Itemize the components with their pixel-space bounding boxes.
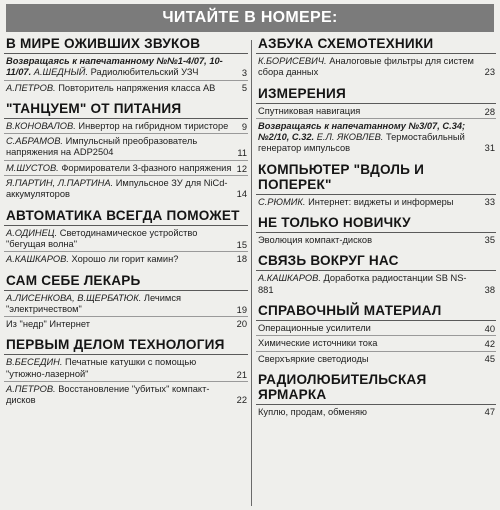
entry-title: Аналоговые фильтры для систем сбора данных: [258, 56, 474, 78]
entry-title: Спутниковая навигация: [258, 105, 361, 116]
toc-entry[interactable]: [256, 106, 496, 119]
entry-authors: В.КОНОВАЛОВ.: [6, 120, 76, 131]
entry-authors: С.АБРАМОВ.: [6, 136, 63, 147]
toc-entry[interactable]: [256, 121, 496, 155]
entry-authors: А.ЛИСЕНКОВА, В.ЩЕРБАТЮК.: [6, 292, 142, 303]
toc-entry[interactable]: [4, 136, 248, 161]
entry-authors: А.ПЕТРОВ.: [6, 82, 56, 93]
section-left-2: [4, 202, 248, 266]
entry-title: Формирователи 3-фазного напряжения: [61, 162, 232, 173]
entry-authors: М.ШУСТОВ.: [6, 162, 59, 173]
section-title: НЕ ТОЛЬКО НОВИЧКУ: [256, 215, 496, 233]
section-right-4: [256, 247, 496, 296]
entry-page-number: 5: [241, 82, 247, 93]
entry-title: Хорошо ли горит камин?: [71, 254, 179, 265]
section-right-2: [256, 156, 496, 208]
entry-page-number: 18: [236, 254, 247, 265]
section-title: АЗБУКА СХЕМОТЕХНИКИ: [256, 36, 496, 54]
entry-page-number: 47: [484, 406, 495, 417]
entry-title: Импульсное ЗУ для NiCd-аккумуляторов: [6, 178, 228, 200]
entry-page-number: 38: [484, 284, 495, 295]
entry-authors: А.КАШКАРОВ.: [6, 254, 69, 265]
entry-page-number: 42: [484, 339, 495, 350]
entry-authors: С.РЮМИК.: [258, 196, 306, 207]
section-title: СВЯЗЬ ВОКРУГ НАС: [256, 253, 496, 271]
toc-entry[interactable]: [4, 228, 248, 253]
section-right-1: [256, 80, 496, 155]
section-title: АВТОМАТИКА ВСЕГДА ПОМОЖЕТ: [4, 208, 248, 226]
entry-page-number: 11: [237, 148, 247, 159]
section-left-1: [4, 95, 248, 201]
entry-page-number: 14: [236, 189, 247, 200]
section-right-6: [256, 366, 496, 418]
entry-page-number: 12: [236, 163, 247, 174]
entry-title: Радиолюбительский УЗЧ: [90, 67, 199, 78]
entry-page-number: 45: [484, 353, 495, 364]
toc-entry[interactable]: [4, 178, 248, 201]
entry-title: Лечимся "электричеством": [6, 292, 181, 314]
toc-entry[interactable]: [4, 83, 248, 94]
entry-title: Куплю, продам, обменяю: [258, 406, 367, 417]
section-title: СПРАВОЧНЫЙ МАТЕРИАЛ: [256, 303, 496, 321]
section-left-4: [4, 331, 248, 406]
toc-entry[interactable]: [256, 235, 496, 246]
section-right-0: [256, 36, 496, 79]
entry-title: Восстановление "убитых" компакт-дисков: [6, 384, 210, 406]
entry-page-number: 20: [236, 319, 247, 330]
section-left-3: [4, 267, 248, 331]
entry-authors: В.БЕСЕДИН.: [6, 357, 63, 368]
entry-page-number: 3: [241, 68, 247, 79]
entry-note: Возвращаясь к напечатанному №№1-4/07, 10-11/07.: [6, 56, 223, 78]
entry-authors: Я.ПАРТИН, Л.ПАРТИНА.: [6, 178, 114, 189]
entry-page-number: 33: [484, 196, 495, 207]
toc-entry[interactable]: [4, 56, 248, 81]
section-title: РАДИОЛЮБИТЕЛЬСКАЯ ЯРМАРКА: [256, 372, 496, 405]
section-title: САМ СЕБЕ ЛЕКАРЬ: [4, 273, 248, 291]
toc-entry[interactable]: [256, 197, 496, 208]
contents-title: ЧИТАЙТЕ В НОМЕРЕ:: [162, 9, 338, 26]
entry-title: Инвертор на гибридном тиристоре: [78, 120, 229, 131]
entry-title: Повторитель напряжения класса АВ: [58, 82, 216, 93]
toc-entry[interactable]: [4, 293, 248, 318]
toc-entry[interactable]: [256, 323, 496, 336]
entry-title: Эволюция компакт-дисков: [258, 235, 373, 246]
entry-page-number: 22: [236, 395, 247, 406]
right-column: [256, 36, 496, 419]
entry-page-number: 21: [236, 369, 247, 380]
entry-title: Из "недр" Интернет: [6, 319, 90, 330]
entry-title: Доработка радиостанции SB NS-881: [258, 273, 467, 295]
toc-entry[interactable]: [256, 56, 496, 79]
entry-page-number: 9: [241, 121, 247, 132]
section-title: В МИРЕ ОЖИВШИХ ЗВУКОВ: [4, 36, 248, 54]
section-title: "ТАНЦУЕМ" ОТ ПИТАНИЯ: [4, 101, 248, 119]
entry-title: Термостабильный генератор импульсов: [258, 132, 465, 154]
column-divider: [251, 40, 252, 506]
toc-entry[interactable]: [4, 163, 248, 176]
entry-authors: А.КАШКАРОВ.: [258, 273, 321, 284]
entry-authors: А.ПЕТРОВ.: [6, 384, 56, 395]
toc-entry[interactable]: [4, 254, 248, 265]
entry-page-number: 40: [484, 323, 495, 334]
entry-title: Операционные усилители: [258, 322, 371, 333]
entry-title: Химические источники тока: [258, 338, 378, 349]
entry-title: Сверхъяркие светодиоды: [258, 353, 369, 364]
toc-entry[interactable]: [4, 319, 248, 330]
entry-authors: А.ШЕДНЫЙ.: [33, 67, 89, 78]
entry-title: Печатные катушки с помощью "утюжно-лазерной": [6, 357, 197, 379]
section-title: ИЗМЕРЕНИЯ: [256, 86, 496, 104]
entry-authors: А.ОДИНЕЦ.: [6, 227, 58, 238]
left-column: [4, 36, 248, 408]
contents-banner: [6, 4, 494, 32]
section-title: КОМПЬЮТЕР "ВДОЛЬ И ПОПЕРЕК": [256, 162, 496, 195]
entry-authors: Е.Л. ЯКОВЛЕВ.: [316, 132, 384, 143]
entry-title: Светодинамическое устройство "бегущая волна": [6, 227, 198, 249]
toc-entry[interactable]: [4, 384, 248, 407]
toc-entry[interactable]: [256, 354, 496, 365]
entry-page-number: 28: [484, 106, 495, 117]
entry-page-number: 31: [484, 143, 495, 154]
toc-entry[interactable]: [4, 357, 248, 382]
entry-title: Интернет: виджеты и информеры: [308, 196, 454, 207]
entry-page-number: 35: [484, 235, 495, 246]
entry-page-number: 23: [484, 67, 495, 78]
entry-page-number: 19: [236, 304, 247, 315]
section-right-5: [256, 297, 496, 365]
toc-entry[interactable]: [256, 338, 496, 351]
section-left-0: [4, 36, 248, 94]
entry-title: Импульсный преобразователь напряжения на ADP2504: [6, 136, 198, 158]
toc-entry[interactable]: [256, 407, 496, 418]
section-right-3: [256, 209, 496, 246]
entry-note: Возвращаясь к напечатанному №3/07, С.34; №2/10, С.32.: [258, 120, 466, 143]
entry-page-number: 15: [236, 239, 247, 250]
section-title: ПЕРВЫМ ДЕЛОМ ТЕХНОЛОГИЯ: [4, 337, 248, 355]
entry-authors: К.БОРИСЕВИЧ.: [258, 56, 327, 66]
toc-entry[interactable]: [4, 121, 248, 134]
toc-entry[interactable]: [256, 273, 496, 296]
